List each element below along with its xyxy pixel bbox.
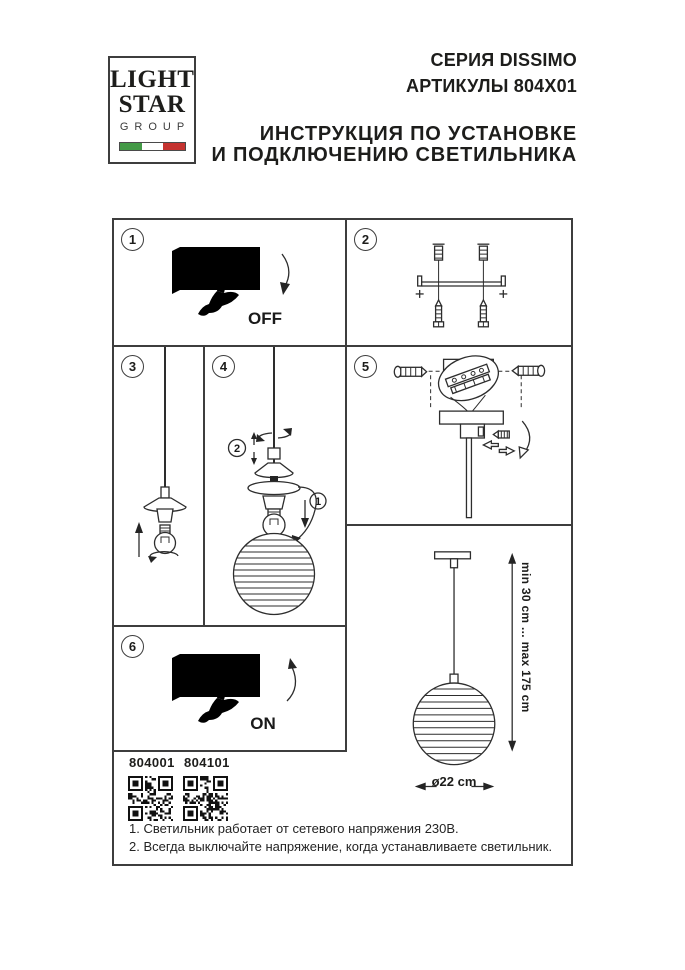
height-dimension-line (508, 553, 516, 752)
light-bulb-icon (155, 525, 176, 554)
articles-title: АРТИКУЛЫ 804X01 (406, 76, 577, 96)
terminal-block-zoom-icon (432, 348, 504, 411)
cord-lock-nut-icon (268, 448, 280, 459)
pendant-rod-icon (466, 438, 471, 518)
height-dimension-label: min 30 cm ... max 175 cm (519, 562, 533, 713)
step-panel-3 (114, 347, 205, 627)
screw-icon (434, 300, 444, 327)
step-panel-4 (205, 347, 347, 627)
note-line: 2. Всегда выключайте напряжение, когда устанавливаете светильник. (129, 838, 553, 854)
svg-text:1: 1 (314, 496, 322, 508)
instruction-title-line1: ИНСТРУКЦИЯ ПО УСТАНОВКЕ (259, 123, 577, 145)
globe-shade-icon (232, 534, 316, 615)
power-off-drawing (114, 220, 345, 345)
flag-white-stripe (142, 143, 164, 150)
bulb-install-drawing (114, 347, 203, 625)
bracket-mounting-drawing (347, 220, 571, 345)
italian-flag-icon (119, 142, 186, 151)
globe-assembly-drawing (205, 347, 345, 625)
locking-screw-icon (493, 431, 509, 438)
safety-notes (129, 820, 552, 855)
callout-1-badge (310, 493, 326, 509)
step-panel-2 (347, 220, 571, 347)
pendant-cord-icon (161, 347, 169, 498)
article-number: 804101 (184, 755, 230, 770)
cord-connector-icon (450, 674, 458, 683)
header (211, 47, 577, 166)
step-panel-6 (114, 627, 347, 752)
series-title: СЕРИЯ DISSIMO (430, 50, 577, 70)
slide-arrows-icon (483, 441, 514, 455)
switch-down-arrow-icon (280, 254, 290, 295)
lightstar-logo (108, 56, 196, 164)
step-number-badge: 5 (354, 355, 377, 378)
ceiling-plate-icon (435, 552, 471, 568)
adjust-up-down-arrow-icon (251, 432, 257, 465)
screw-icon (512, 365, 544, 376)
circuit-breaker-icon (144, 654, 290, 723)
flag-green-stripe (120, 143, 142, 150)
step-panel-1 (114, 220, 347, 347)
lamp-socket-icon (263, 496, 285, 509)
callout-2-badge (229, 440, 246, 457)
globe-shade-icon (412, 683, 497, 765)
insert-down-arrow-icon (301, 500, 309, 528)
circuit-breaker-icon (144, 247, 290, 316)
step-number-badge: 4 (212, 355, 235, 378)
screw-icon (478, 300, 488, 327)
step-number-badge: 2 (354, 228, 377, 251)
wall-anchor-icon (477, 244, 489, 300)
canopy-fixing-drawing (347, 347, 571, 524)
off-label: OFF (248, 309, 282, 328)
light-bulb-icon (263, 509, 285, 536)
step-number-badge: 6 (121, 635, 144, 658)
step-number-badge: 3 (121, 355, 144, 378)
lamp-socket-icon (157, 509, 173, 522)
svg-text:2: 2 (233, 443, 241, 455)
logo-group-text: GROUP (119, 121, 191, 133)
logo-light-text: LIGHT (110, 66, 195, 93)
insert-up-arrow-icon (135, 522, 143, 557)
qr-code (128, 776, 173, 821)
note-line: 1. Светильник работает от сетевого напряжения 230В. (129, 821, 459, 836)
step-number-badge: 1 (121, 228, 144, 251)
qr-code (183, 776, 228, 821)
logo-star-text: STAR (118, 91, 186, 118)
flag-red-stripe (163, 143, 185, 150)
rotation-arrow-icon (519, 421, 529, 458)
power-on-drawing (114, 627, 345, 750)
mounting-bracket-icon (416, 276, 508, 298)
lamp-shade-icon (248, 463, 300, 495)
screw-icon (394, 366, 426, 377)
article-number: 804001 (129, 755, 175, 770)
product-dimension-diagram (347, 526, 571, 864)
lamp-shade-icon (144, 498, 186, 522)
on-label: ON (250, 714, 276, 733)
wall-anchor-icon (433, 244, 445, 300)
diameter-dimension-label: ø22 cm (431, 774, 477, 789)
instruction-table (112, 218, 573, 866)
switch-up-arrow-icon (287, 658, 297, 701)
pendant-lamp-drawing (347, 526, 571, 864)
instruction-title-line2: И ПОДКЛЮЧЕНИЮ СВЕТИЛЬНИКА (211, 144, 577, 166)
shade-ring-icon (248, 482, 300, 495)
step-panel-5 (347, 347, 571, 526)
instruction-title (211, 124, 577, 166)
